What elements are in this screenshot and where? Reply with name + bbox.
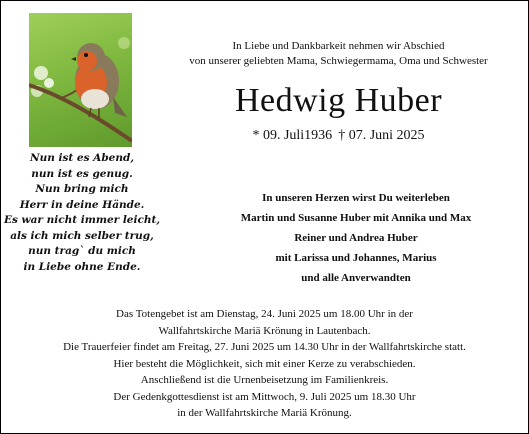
ceremony-line: Das Totengebet ist am Dienstag, 24. Juni 2025 um 18.00 Uhr in der	[116, 308, 413, 320]
ceremony-line: Anschließend ist die Urnenbeisetzung im Familienkreis.	[140, 374, 389, 386]
poem-line: nun trag` du mich	[28, 245, 136, 257]
poem-line: in Liebe ohne Ende.	[23, 260, 141, 273]
robin-photo	[29, 13, 132, 147]
ceremony-line: Der Gedenkgottesdienst ist am Mittwoch, 9. Juli 2025 um 18.30 Uhr	[113, 390, 416, 403]
ceremony-line: Wallfahrtskirche Mariä Krönung in Lautenbach.	[158, 324, 371, 337]
poem-line: als ich mich selber trug,	[10, 229, 154, 242]
poem-line: Nun bring mich	[35, 183, 129, 195]
family-line: Martin und Susanne Huber mit Annika und Max	[240, 212, 472, 224]
robin-bird-icon	[29, 13, 132, 147]
life-dates	[151, 128, 526, 144]
birth-date: * 09. Juli1936	[252, 128, 333, 143]
intro-text	[151, 39, 526, 69]
ceremony-line: Die Trauerfeier findet am Freitag, 27. Juni 2025 um 14.30 Uhr in der Wallfahrtskirche statt.	[63, 341, 466, 353]
family-line: Reiner und Andrea Huber	[294, 232, 418, 244]
family-line: mit Larissa und Johannes, Marius	[275, 252, 437, 264]
deceased-name: Hedwig Huber	[234, 82, 443, 119]
intro-line: In Liebe und Dankbarkeit nehmen wir Abschied	[232, 40, 445, 52]
mourning-family	[206, 188, 506, 288]
ceremony-line: in der Wallfahrtskirche Mariä Krönung.	[177, 407, 352, 419]
ceremony-details	[11, 306, 518, 422]
poem-line: Nun ist es Abend,	[30, 152, 134, 164]
death-date: † 07. Juni 2025	[338, 128, 425, 143]
intro-line: von unserer geliebten Mama, Schwiegermama, Oma und Schwester	[189, 55, 488, 67]
poem-line: nun ist es genug.	[31, 167, 133, 180]
family-line: und alle Anverwandten	[301, 272, 411, 284]
poem	[1, 151, 163, 275]
family-line: In unseren Herzen wirst Du weiterleben	[262, 192, 450, 204]
ceremony-line: Hier besteht die Möglichkeit, sich mit einer Kerze zu verabschieden.	[113, 357, 416, 370]
poem-line: Es war nicht immer leicht,	[3, 214, 161, 226]
poem-line: Herr in deine Hände.	[19, 198, 145, 211]
